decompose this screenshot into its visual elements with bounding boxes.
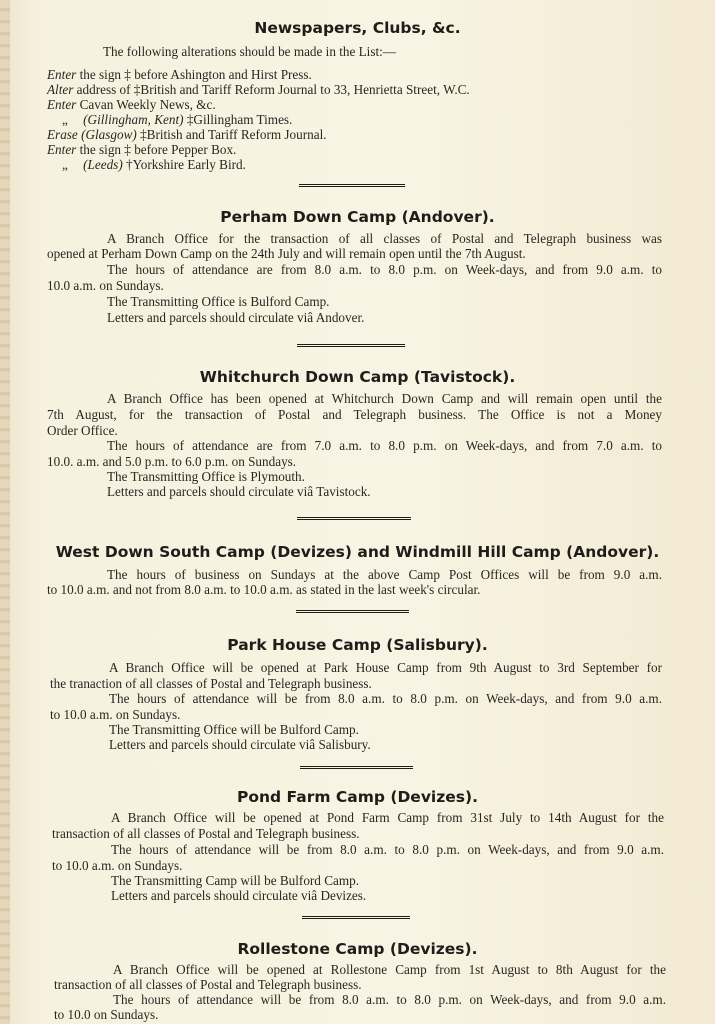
entry-place: (Gillingham, Kent): [83, 112, 184, 127]
section-divider: [297, 344, 405, 347]
paragraph-line: Letters and parcels should circulate viâ Andover.: [107, 310, 365, 325]
section-divider: [299, 184, 405, 187]
paragraph-line: The hours of attendance will be from 8.0 a.m. to 8.0 p.m. on Week-days, and from 9.0 a.m.: [109, 691, 662, 706]
paragraph-line: to 10.0 a.m. and not from 8.0 a.m. to 10.0 a.m. as stated in the last week's circular.: [47, 582, 481, 597]
list-entry: [47, 82, 470, 98]
section-divider: [300, 766, 413, 769]
entry-text: the sign ‡ before Pepper Box.: [79, 142, 237, 157]
paragraph-line: A Branch Office will be opened at Pond Farm Camp from 31st July to 14th August for the: [111, 810, 664, 825]
ditto-mark: „: [62, 112, 68, 127]
newspapers-intro: The following alterations should be made in the List:—: [103, 44, 396, 59]
paragraph-line: The hours of attendance are from 7.0 a.m. to 8.0 p.m. on Week-days, and from 7.0 a.m. to: [107, 438, 662, 453]
heading-newspapers: Newspapers, Clubs, &c.: [254, 19, 461, 37]
paragraph-line: transaction of all classes of Postal and Telegraph business.: [52, 826, 360, 841]
paragraph-line: Letters and parcels should circulate viâ Tavistock.: [107, 484, 371, 499]
paragraph-line: The Transmitting Office is Bulford Camp.: [107, 294, 330, 309]
list-entry: [62, 157, 246, 173]
entry-text: the sign ‡ before Ashington and Hirst Press.: [79, 67, 312, 82]
entry-verb: Enter: [47, 142, 77, 157]
paragraph-line: The Transmitting Office is Plymouth.: [107, 469, 305, 484]
section-divider: [297, 517, 411, 520]
entry-verb: Enter: [47, 67, 77, 82]
paragraph-line: The hours of attendance will be from 8.0 a.m. to 8.0 p.m. on Week-days, and from 9.0 a.m.: [111, 842, 664, 857]
paragraph-line: Letters and parcels should circulate viâ Devizes.: [111, 888, 367, 903]
paragraph-line: The hours of attendance are from 8.0 a.m. to 8.0 p.m. on Week-days, and from 9.0 a.m. to: [107, 262, 662, 277]
paragraph-line: The Transmitting Office will be Bulford Camp.: [109, 722, 359, 737]
paragraph-line: to 10.0 a.m. on Sundays.: [50, 707, 181, 722]
paragraph-line: Letters and parcels should circulate viâ Salisbury.: [109, 737, 371, 752]
entry-text: ‡British and Tariff Reform Journal.: [140, 127, 327, 142]
heading-whitchurch-down-camp: Whitchurch Down Camp (Tavistock).: [199, 368, 516, 386]
paragraph-line: A Branch Office will be opened at Park House Camp from 9th August to 3rd September for: [109, 660, 662, 675]
paragraph-line: transaction of all classes of Postal and Telegraph business.: [54, 977, 362, 992]
entry-place: (Leeds): [83, 157, 123, 172]
paragraph-line: The Transmitting Camp will be Bulford Camp.: [111, 873, 359, 888]
paragraph-line: The hours of attendance will be from 8.0 a.m. to 8.0 p.m. on Week-days, and from 9.0 a.m.: [113, 992, 666, 1007]
entry-text: Cavan Weekly News, &c.: [79, 97, 216, 112]
section-divider: [296, 610, 409, 613]
paragraph-line: The hours of business on Sundays at the above Camp Post Offices will be from 9.0 a.m.: [107, 567, 662, 582]
paragraph-line: 10.0 a.m. on Sundays.: [47, 278, 164, 293]
entry-place: (Glasgow): [81, 127, 137, 142]
heading-rollestone-camp: Rollestone Camp (Devizes).: [237, 940, 478, 958]
entry-verb: Alter: [47, 82, 74, 97]
paragraph-line: A Branch Office for the transaction of all classes of Postal and Telegraph business was: [107, 231, 662, 246]
heading-park-house-camp: Park House Camp (Salisbury).: [227, 636, 488, 654]
paragraph-line: to 10.0 a.m. on Sundays.: [52, 858, 183, 873]
heading-west-down-south-camp: West Down South Camp (Devizes) and Windmill Hill Camp (Andover).: [55, 543, 660, 561]
paragraph-line: to 10.0 on Sundays.: [54, 1007, 159, 1022]
paragraph-line: Order Office.: [47, 423, 118, 438]
entry-text: †Yorkshire Early Bird.: [126, 157, 246, 172]
list-entry: [47, 67, 312, 83]
paragraph-line: A Branch Office will be opened at Rollestone Camp from 1st August to 8th August for the: [113, 962, 666, 977]
list-entry: [47, 127, 327, 143]
list-entry: [62, 112, 292, 128]
paragraph-line: 7th August, for the transaction of Postal and Telegraph business. The Office is not a Money: [47, 407, 662, 422]
entry-verb: Enter: [47, 97, 77, 112]
heading-pond-farm-camp: Pond Farm Camp (Devizes).: [237, 788, 478, 806]
entry-text: address of ‡British and Tariff Reform Journal to 33, Henrietta Street, W.C.: [76, 82, 470, 97]
entry-verb: Erase: [47, 127, 78, 142]
list-entry: [47, 142, 236, 158]
section-divider: [302, 916, 410, 919]
paragraph-line: A Branch Office has been opened at Whitchurch Down Camp and will remain open until the: [107, 391, 662, 406]
ditto-mark: „: [62, 157, 68, 172]
torn-page-edge: [0, 0, 10, 1024]
paragraph-line: 10.0. a.m. and 5.0 p.m. to 6.0 p.m. on Sundays.: [47, 454, 297, 469]
paragraph-line: the tranaction of all classes of Postal and Telegraph business.: [50, 676, 372, 691]
entry-text: ‡Gillingham Times.: [186, 112, 293, 127]
heading-perham-down-camp: Perham Down Camp (Andover).: [220, 208, 495, 226]
list-entry: [47, 97, 216, 113]
paragraph-line: opened at Perham Down Camp on the 24th July and will remain open until the 7th August.: [47, 246, 526, 261]
